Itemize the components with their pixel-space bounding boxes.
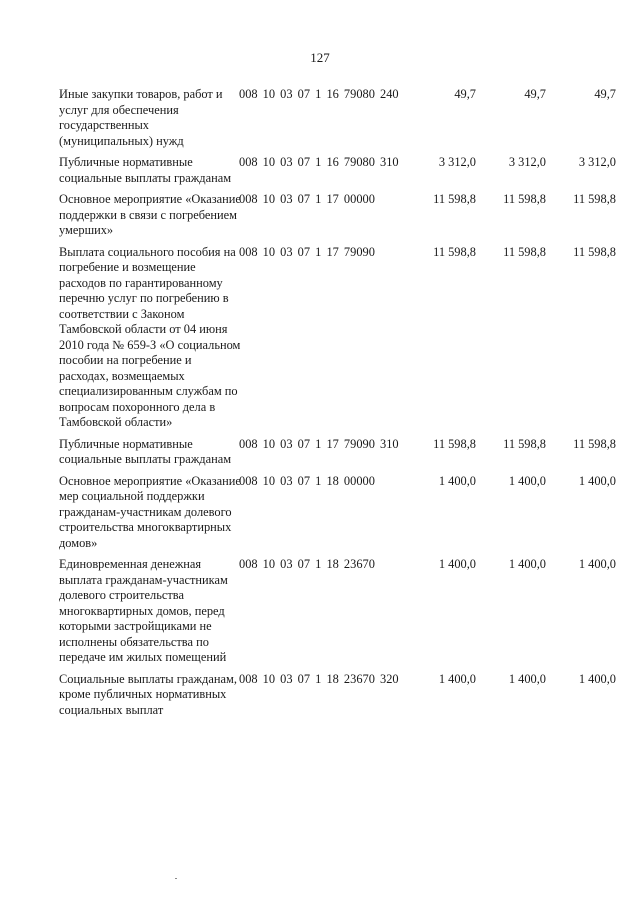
- budget-table: [0, 87, 640, 724]
- table-row: [0, 87, 640, 149]
- row-name: Публичные нормативные социальные выплаты гражданам: [59, 436, 232, 466]
- row-name: Публичные нормативные социальные выплаты гражданам: [59, 155, 232, 185]
- row-value-2: 11 598,8: [503, 244, 546, 259]
- row-value-3: 1 400,0: [578, 473, 616, 488]
- row-value-1: 3 312,0: [438, 155, 476, 169]
- row-value-1: 11 598,8: [433, 192, 476, 206]
- table-row: [0, 474, 640, 552]
- table-row: [0, 155, 640, 186]
- row-value-2: 1 400,0: [508, 671, 546, 686]
- row-value-1: 1 400,0: [438, 557, 476, 571]
- table-row: [0, 192, 640, 239]
- row-value-1: 11 598,8: [433, 436, 476, 451]
- row-name: Основное мероприятие «Оказание поддержки в связи с погребением умерших»: [59, 192, 241, 237]
- row-value-3: 11 598,8: [573, 192, 616, 206]
- row-name: Выплата социального пособия на погребение и возмещение расходов по гарантированному перечню услуг по погребению в соответствии с Законом Тамбовской области от 04 июня 2010 года № 659-З «О социальном пособии на погребение и расходах, возмещаемых специализированным службам по вопросам похоронного дела в Тамбовской области»: [59, 244, 241, 429]
- row-code: 008 10 03 07 1 16 79080 240: [239, 87, 399, 101]
- row-code: 008 10 03 07 1 17 79090 310: [239, 436, 399, 451]
- row-value-2: 11 598,8: [503, 192, 546, 206]
- row-value-3: 49,7: [594, 87, 616, 101]
- table-row: [0, 437, 640, 468]
- row-code: 008 10 03 07 1 18 23670: [239, 557, 375, 571]
- row-value-1: 49,7: [454, 87, 476, 101]
- table-row: [0, 245, 640, 431]
- row-code: 008 10 03 07 1 17 00000: [239, 192, 375, 206]
- row-value-3: 1 400,0: [578, 557, 616, 571]
- row-value-2: 1 400,0: [508, 557, 546, 571]
- row-value-1: 1 400,0: [438, 473, 476, 488]
- row-name: Единовременная денежная выплата гражданам-участникам долевого строительства многоквартирных домов, перед которыми застройщиками не исполнены обязательства по передаче им жилых помещений: [59, 557, 228, 664]
- row-code: 008 10 03 07 1 18 00000: [239, 473, 375, 488]
- row-name: Социальные выплаты гражданам, кроме публичных нормативных социальных выплат: [59, 671, 237, 717]
- row-value-1: 1 400,0: [438, 671, 476, 686]
- row-name: Иные закупки товаров, работ и услуг для обеспечения государственных (муниципальных) нужд: [59, 87, 223, 148]
- row-value-3: 11 598,8: [573, 436, 616, 451]
- row-value-3: 11 598,8: [573, 244, 616, 259]
- row-value-2: 49,7: [524, 87, 546, 101]
- table-row: [0, 672, 640, 719]
- row-value-1: 11 598,8: [433, 244, 476, 259]
- table-row: [0, 557, 640, 666]
- row-code: 008 10 03 07 1 17 79090: [239, 244, 375, 259]
- row-value-2: 11 598,8: [503, 436, 546, 451]
- row-value-3: 3 312,0: [578, 155, 616, 169]
- row-code: 008 10 03 07 1 18 23670 320: [239, 671, 399, 686]
- row-value-2: 3 312,0: [508, 155, 546, 169]
- row-code: 008 10 03 07 1 16 79080 310: [239, 155, 399, 169]
- row-name: Основное мероприятие «Оказание мер социальной поддержки гражданам-участникам долевого строительства многоквартирных домов»: [59, 473, 241, 550]
- row-value-3: 1 400,0: [578, 671, 616, 686]
- scan-speck: [175, 878, 177, 879]
- row-value-2: 1 400,0: [508, 473, 546, 488]
- page-number: 127: [310, 50, 330, 65]
